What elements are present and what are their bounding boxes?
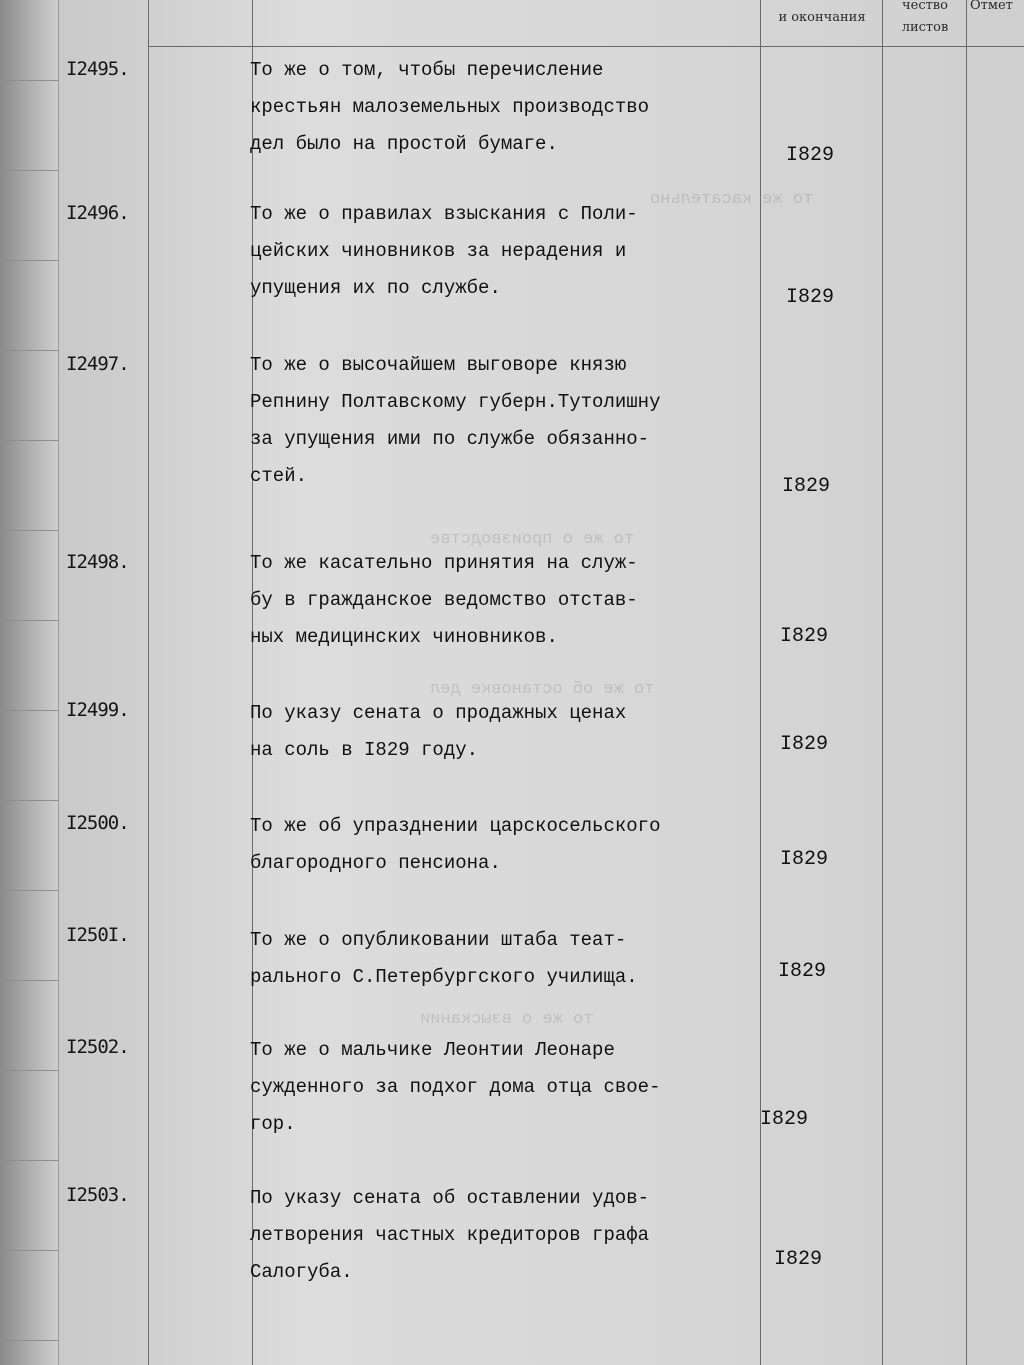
- entry-number: I2499.: [66, 699, 129, 721]
- entry-description: То же об упразднении царскосельского благородного пенсиона.: [250, 815, 661, 874]
- entry-year: I829: [782, 475, 831, 498]
- header-dates: и окончания: [778, 10, 866, 25]
- header-rule: [148, 46, 1024, 47]
- entry-description: То же о высочайшем выговоре князю Репнину Полтавскому губерн.Тутолишну за упущения ими по службе обязанно- стей.: [250, 354, 661, 487]
- entry-number: I250I.: [66, 924, 129, 946]
- bleed-through-text: то же касательно: [650, 190, 814, 209]
- entry-description: То же о опубликовании штаба теат- рального С.Петербургского училища.: [250, 929, 638, 988]
- header-sheets-line1: чество: [902, 0, 948, 13]
- entry-number: I2502.: [66, 1036, 129, 1058]
- header-sheets-line2: листов: [901, 20, 949, 35]
- entry-number: I2498.: [66, 551, 129, 573]
- column-rule-sheets: [882, 0, 883, 1365]
- entry-description: То же о том, чтобы перечисление крестьян малоземельных производство дел было на простой бумаге.: [250, 59, 650, 155]
- entry-year: I829: [780, 733, 829, 756]
- entry-year: I829: [774, 1248, 823, 1271]
- entry-description: То же о мальчике Леонтии Леонаре сужденного за подхог дома отца свое- гор.: [250, 1039, 661, 1135]
- column-rule-notes: [966, 0, 967, 1365]
- entry-description: То же касательно принятия на служ- бу в гражданское ведомство отстав- ных медицинских чиновников.: [250, 552, 638, 648]
- entry-description: По указу сената о продажных ценах на соль в I829 году.: [250, 702, 627, 761]
- column-rule-number: [148, 0, 149, 1365]
- entry-description: То же о правилах взыскания с Поли- цейских чиновников за нерадения и упущения их по службе.: [250, 203, 638, 299]
- entry-year: I829: [778, 960, 827, 983]
- bleed-through-text: то же об остановке дел: [430, 680, 655, 699]
- entry-year: I829: [780, 848, 829, 871]
- header-notes: Отмет: [970, 0, 1013, 13]
- bleed-through-text: то же о производстве: [430, 530, 635, 549]
- entry-number: I2496.: [66, 202, 129, 224]
- entry-year: I829: [786, 144, 835, 167]
- entry-year: I829: [760, 1108, 809, 1131]
- entry-year: I829: [786, 286, 835, 309]
- entry-year: I829: [780, 625, 829, 648]
- entry-number: I2500.: [66, 812, 129, 834]
- entry-number: I2497.: [66, 353, 129, 375]
- entry-number: I2503.: [66, 1184, 129, 1206]
- entry-description: По указу сената об оставлении удов- летворения частных кредиторов графа Салогуба.: [250, 1187, 650, 1283]
- bleed-through-text: то же о взыскании: [420, 1010, 594, 1029]
- ledger-binding-margin: [0, 0, 59, 1365]
- entry-number: I2495.: [66, 58, 129, 80]
